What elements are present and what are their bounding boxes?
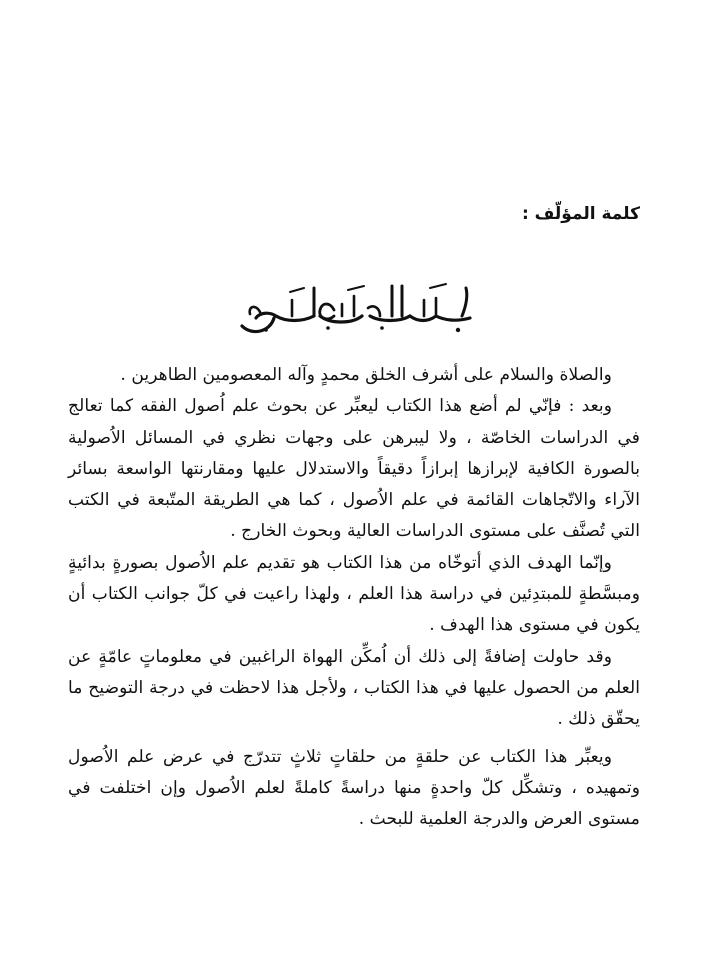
page-heading: كلمة المؤلّف : [521, 204, 640, 224]
paragraph-3: وإنّما الهدف الذي أتوخّاه من هذا الكتاب هو تقديم علم الاُصول بصورةٍ بدائيةٍ ومبسَّطةٍ للمبتدِئين في دراسة هذا العلم ، ولهذا راعيت في كلّ جوانب الكتاب أن يكون في مستوى هذا الهدف . [68, 552, 640, 636]
paragraph-4: وقد حاولت إضافةً إلى ذلك أن اُمكِّن الهواة الراغبين في معلوماتٍ عامّةٍ عن العلم من الحصول عليها في هذا الكتاب ، ولأجل هذا لاحظت في درجة التوضيح ما يحقّق ذلك . [68, 646, 640, 730]
basmala-calligraphy-icon [230, 276, 480, 338]
body-text [68, 360, 640, 835]
paragraph-1: والصلاة والسلام على أشرف الخلق محمدٍ وآله المعصومين الطاهرين . [120, 365, 612, 385]
paragraph-2: وبعد : فإنّي لم أضع هذا الكتاب ليعبِّر عن بحوث علم اُصول الفقه كما تعالج في الدراسات الخاصّة ، ولا ليبرهن على وجهات نظري في المسائل الاُصولية بالصورة الكافية لإبرازها إبرازاً دقيقاً والاستدلال عليها ومقارنتها الواسعة بسائر الآراء والاتّجاهات القائمة في علم الاُصول ، كما هي الطريقة المتّبعة في الكتب التي تُصنَّف على مستوى الدراسات العالية وبحوث الخارج . [68, 396, 640, 542]
paragraph-5: ويعبِّر هذا الكتاب عن حلقةٍ من حلقاتٍ ثلاثٍ تتدرّج في عرض علم الاُصول وتمهيده ، وتشكِّل كلّ واحدةٍ منها دراسةً كاملةً لعلم الاُصول وإن اختلفت في مستوى العرض والدرجة العلمية للبحث . [68, 746, 640, 830]
basmala-calligraphy [230, 276, 480, 338]
